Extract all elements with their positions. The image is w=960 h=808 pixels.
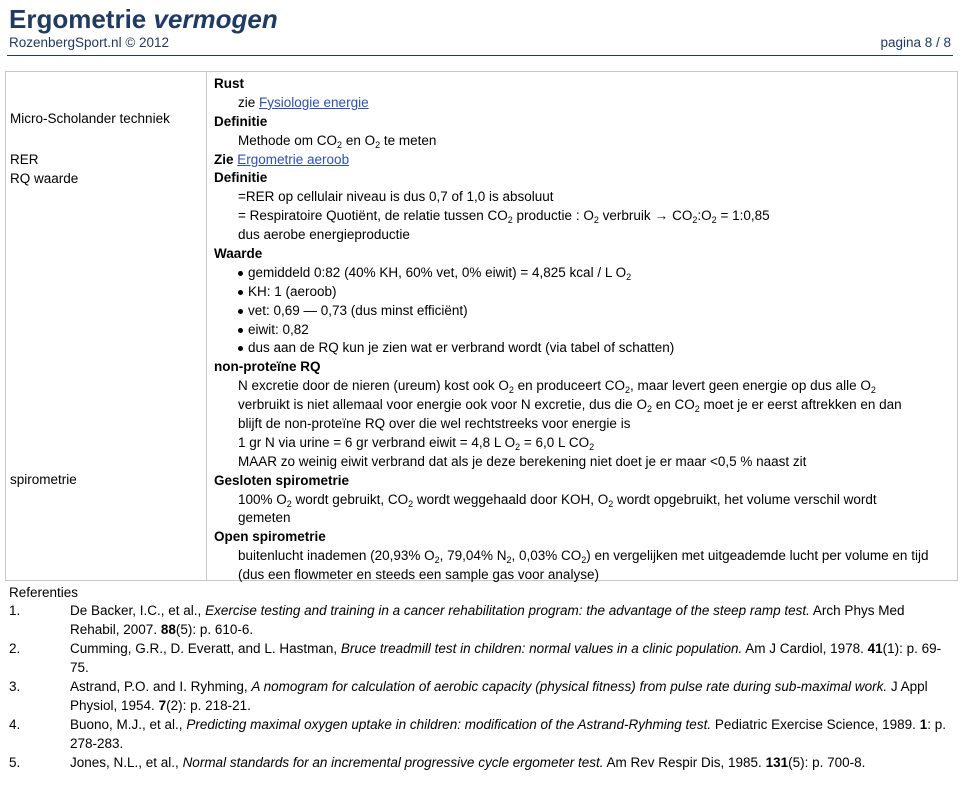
heading-definitie-2: Definitie bbox=[214, 170, 268, 186]
rer-line: =RER op cellulair niveau is dus 0,7 of 1,0 is absoluut bbox=[238, 189, 554, 205]
references-title: Referenties bbox=[9, 585, 79, 600]
open-line-2: (dus een flowmeter en steeds een sample gas voor analyse) bbox=[238, 567, 599, 583]
header-subline bbox=[9, 35, 951, 55]
reference-item bbox=[9, 602, 951, 639]
reference-item bbox=[9, 716, 951, 753]
text: :O bbox=[697, 208, 712, 224]
sub: 2 bbox=[337, 139, 343, 150]
sub: 2 bbox=[508, 385, 514, 396]
text: Am Rev Respir Dis, 1985. bbox=[603, 755, 766, 770]
reference-title: A nomogram for calculation of aerobic capacity (physical fitness) from pulse rate during sub-maximal work. bbox=[251, 679, 888, 694]
sub: 2 bbox=[434, 555, 440, 566]
text: Cumming, G.R., D. Everatt, and L. Hastman, bbox=[70, 641, 341, 656]
text: Buono, M.J., et al., bbox=[70, 717, 187, 732]
sub: 2 bbox=[626, 271, 632, 282]
label-rer: RER bbox=[10, 152, 39, 167]
methode-line bbox=[214, 132, 951, 151]
bullet-gemiddeld bbox=[214, 264, 951, 283]
header-divider bbox=[7, 55, 953, 56]
reference-number: 1. bbox=[9, 603, 21, 618]
reference-title: Bruce treadmill test in children: normal values in a clinic population. bbox=[340, 641, 743, 656]
title-italic-part: vermogen bbox=[153, 4, 278, 34]
text: verbruikt is niet allemaal voor energie ook voor N excretie, dus die O bbox=[238, 397, 647, 413]
sub: 2 bbox=[408, 498, 414, 509]
sub: 2 bbox=[646, 404, 652, 415]
reference-number: 5. bbox=[9, 755, 21, 770]
label-rq: RQ waarde bbox=[10, 171, 79, 186]
arrow-right-icon: → bbox=[654, 208, 669, 224]
text: Arch Phys Med Rehabil, 2007. bbox=[70, 603, 905, 637]
page-title bbox=[9, 4, 278, 34]
text: verbruik bbox=[598, 208, 655, 224]
text: 100% O bbox=[238, 491, 287, 507]
text: en CO bbox=[651, 397, 695, 413]
label-micro-scholander: Micro-Scholander techniek bbox=[10, 111, 170, 126]
reference-number: 4. bbox=[9, 717, 21, 732]
text: N excretie door de nieren (ureum) kost ook O bbox=[238, 378, 509, 394]
reference-title: Normal standards for an incremental progressive cycle ergometer test. bbox=[182, 755, 604, 770]
see-label: zie bbox=[238, 94, 260, 110]
page-number: pagina 8 / 8 bbox=[880, 35, 951, 50]
np-line-4 bbox=[214, 434, 951, 453]
sub: 2 bbox=[581, 555, 587, 566]
text: te meten bbox=[380, 132, 437, 148]
rq-line bbox=[214, 207, 951, 226]
sub: 2 bbox=[507, 215, 513, 226]
sub: 2 bbox=[624, 385, 630, 396]
open-line-1 bbox=[214, 547, 951, 566]
heading-non-proteine: non-proteïne RQ bbox=[214, 359, 321, 375]
heading-waarde: Waarde bbox=[214, 246, 263, 262]
column-divider bbox=[206, 72, 207, 580]
text: CO bbox=[668, 208, 693, 224]
bullet-vet: vet: 0,69 — 0,73 (dus minst efficiënt) bbox=[214, 302, 951, 321]
sub: 2 bbox=[375, 139, 381, 150]
reference-number: 3. bbox=[9, 679, 21, 694]
reference-volume: 88 bbox=[160, 621, 176, 637]
text: (2): p. 218-21. bbox=[166, 697, 251, 713]
source-text: RozenbergSport.nl © 2012 bbox=[9, 35, 170, 50]
sub: 2 bbox=[506, 555, 512, 566]
heading-definitie-1: Definitie bbox=[214, 113, 268, 129]
text: J Appl Physiol, 1954. bbox=[70, 679, 928, 713]
reference-title: Predicting maximal oxygen uptake in children: modification of the Astrand-Ryhming test. bbox=[186, 717, 712, 732]
sub: 2 bbox=[711, 215, 717, 226]
references bbox=[9, 583, 951, 774]
text: buitenlucht inademen (20,93% O bbox=[238, 548, 435, 564]
content-column bbox=[214, 75, 951, 585]
np-line-2 bbox=[214, 396, 951, 415]
text: moet je er eerst aftrekken en dan bbox=[699, 397, 902, 413]
sub: 2 bbox=[515, 441, 521, 452]
text: De Backer, I.C., et al., bbox=[70, 603, 206, 618]
reference-volume: 41 bbox=[867, 641, 883, 656]
reference-item bbox=[9, 754, 951, 773]
fysiologie-energie-link[interactable]: Fysiologie energie bbox=[259, 94, 369, 110]
see-fysiologie bbox=[214, 94, 951, 113]
reference-volume: 7 bbox=[158, 697, 167, 713]
text: en produceert CO bbox=[513, 378, 625, 394]
content-table bbox=[5, 71, 958, 581]
reference-number: 2. bbox=[9, 641, 21, 656]
reference-item bbox=[9, 678, 951, 715]
text: wordt gebruikt, CO bbox=[291, 491, 409, 507]
text: Am J Cardiol, 1978. bbox=[742, 641, 868, 656]
text: wordt opgebruikt, het volume verschil wordt bbox=[613, 491, 877, 507]
reference-volume: 1 bbox=[919, 717, 928, 732]
aerobe-line: dus aerobe energieproductie bbox=[238, 227, 410, 243]
text: Astrand, P.O. and I. Ryhming, bbox=[70, 679, 252, 694]
text: = 1:0,85 bbox=[716, 208, 770, 224]
text: = Respiratoire Quotiënt, de relatie tussen CO bbox=[238, 208, 508, 224]
sub: 2 bbox=[286, 498, 292, 509]
sub: 2 bbox=[608, 498, 614, 509]
text: Methode om CO bbox=[238, 132, 338, 148]
ergometrie-aeroob-link[interactable]: Ergometrie aeroob bbox=[237, 151, 350, 167]
text: en O bbox=[342, 132, 376, 148]
text: , 0,03% CO bbox=[511, 548, 582, 564]
text: , maar levert geen energie op dus alle O bbox=[629, 378, 871, 394]
text: productie : O bbox=[512, 208, 594, 224]
text: : p. 278-283. bbox=[70, 717, 946, 751]
text: Pediatric Exercise Science, 1989. bbox=[711, 717, 920, 732]
sub: 2 bbox=[593, 215, 599, 226]
text: gemiddeld 0:82 (40% KH, 60% vet, 0% eiwit) = 4,825 kcal / L O bbox=[248, 264, 627, 280]
heading-gesloten: Gesloten spirometrie bbox=[214, 472, 350, 488]
reference-title: Exercise testing and training in a cancer rehabilitation program: the advantage of the steep ramp test. bbox=[205, 603, 810, 618]
title-part: Ergometrie bbox=[9, 4, 154, 34]
reference-volume: 131 bbox=[765, 755, 789, 770]
see-ergometrie bbox=[214, 151, 951, 170]
sub: 2 bbox=[692, 215, 698, 226]
np-line-5: MAAR zo weinig eiwit verbrand dat als je deze berekening niet doet je er maar <0,5 % naast zit bbox=[238, 453, 807, 469]
gesloten-line-2: gemeten bbox=[238, 510, 291, 526]
text: wordt weggehaald door KOH, O bbox=[413, 491, 609, 507]
label-spirometrie: spirometrie bbox=[10, 472, 77, 487]
gesloten-line-1 bbox=[214, 491, 951, 510]
np-line-3: blijft de non-proteïne RQ over die wel rechtstreeks voor energie is bbox=[238, 416, 631, 432]
reference-item bbox=[9, 640, 951, 677]
text: ) en vergelijken met uitgeademde lucht per volume en tijd bbox=[586, 548, 929, 564]
text: (5): p. 610-6. bbox=[175, 621, 254, 637]
text: (1): p. 69-75. bbox=[70, 641, 942, 675]
np-line-1 bbox=[214, 377, 951, 396]
see-label-bold: Zie bbox=[214, 151, 238, 167]
sub: 2 bbox=[870, 385, 876, 396]
bullet-eiwit: eiwit: 0,82 bbox=[214, 321, 951, 340]
text: 1 gr N via urine = 6 gr verbrand eiwit = 4,8 L O bbox=[238, 434, 516, 450]
text: Jones, N.L., et al., bbox=[70, 755, 183, 770]
text: (5): p. 700-8. bbox=[788, 755, 866, 770]
bullet-rq-summary: dus aan de RQ kun je zien wat er verbrand wordt (via tabel of schatten) bbox=[214, 339, 951, 358]
text: = 6,0 L CO bbox=[520, 434, 590, 450]
heading-open: Open spirometrie bbox=[214, 529, 326, 545]
sub: 2 bbox=[589, 441, 595, 452]
sub: 2 bbox=[694, 404, 700, 415]
text: , 79,04% N bbox=[439, 548, 507, 564]
heading-rust: Rust bbox=[214, 76, 244, 91]
bullet-kh: KH: 1 (aeroob) bbox=[214, 283, 951, 302]
